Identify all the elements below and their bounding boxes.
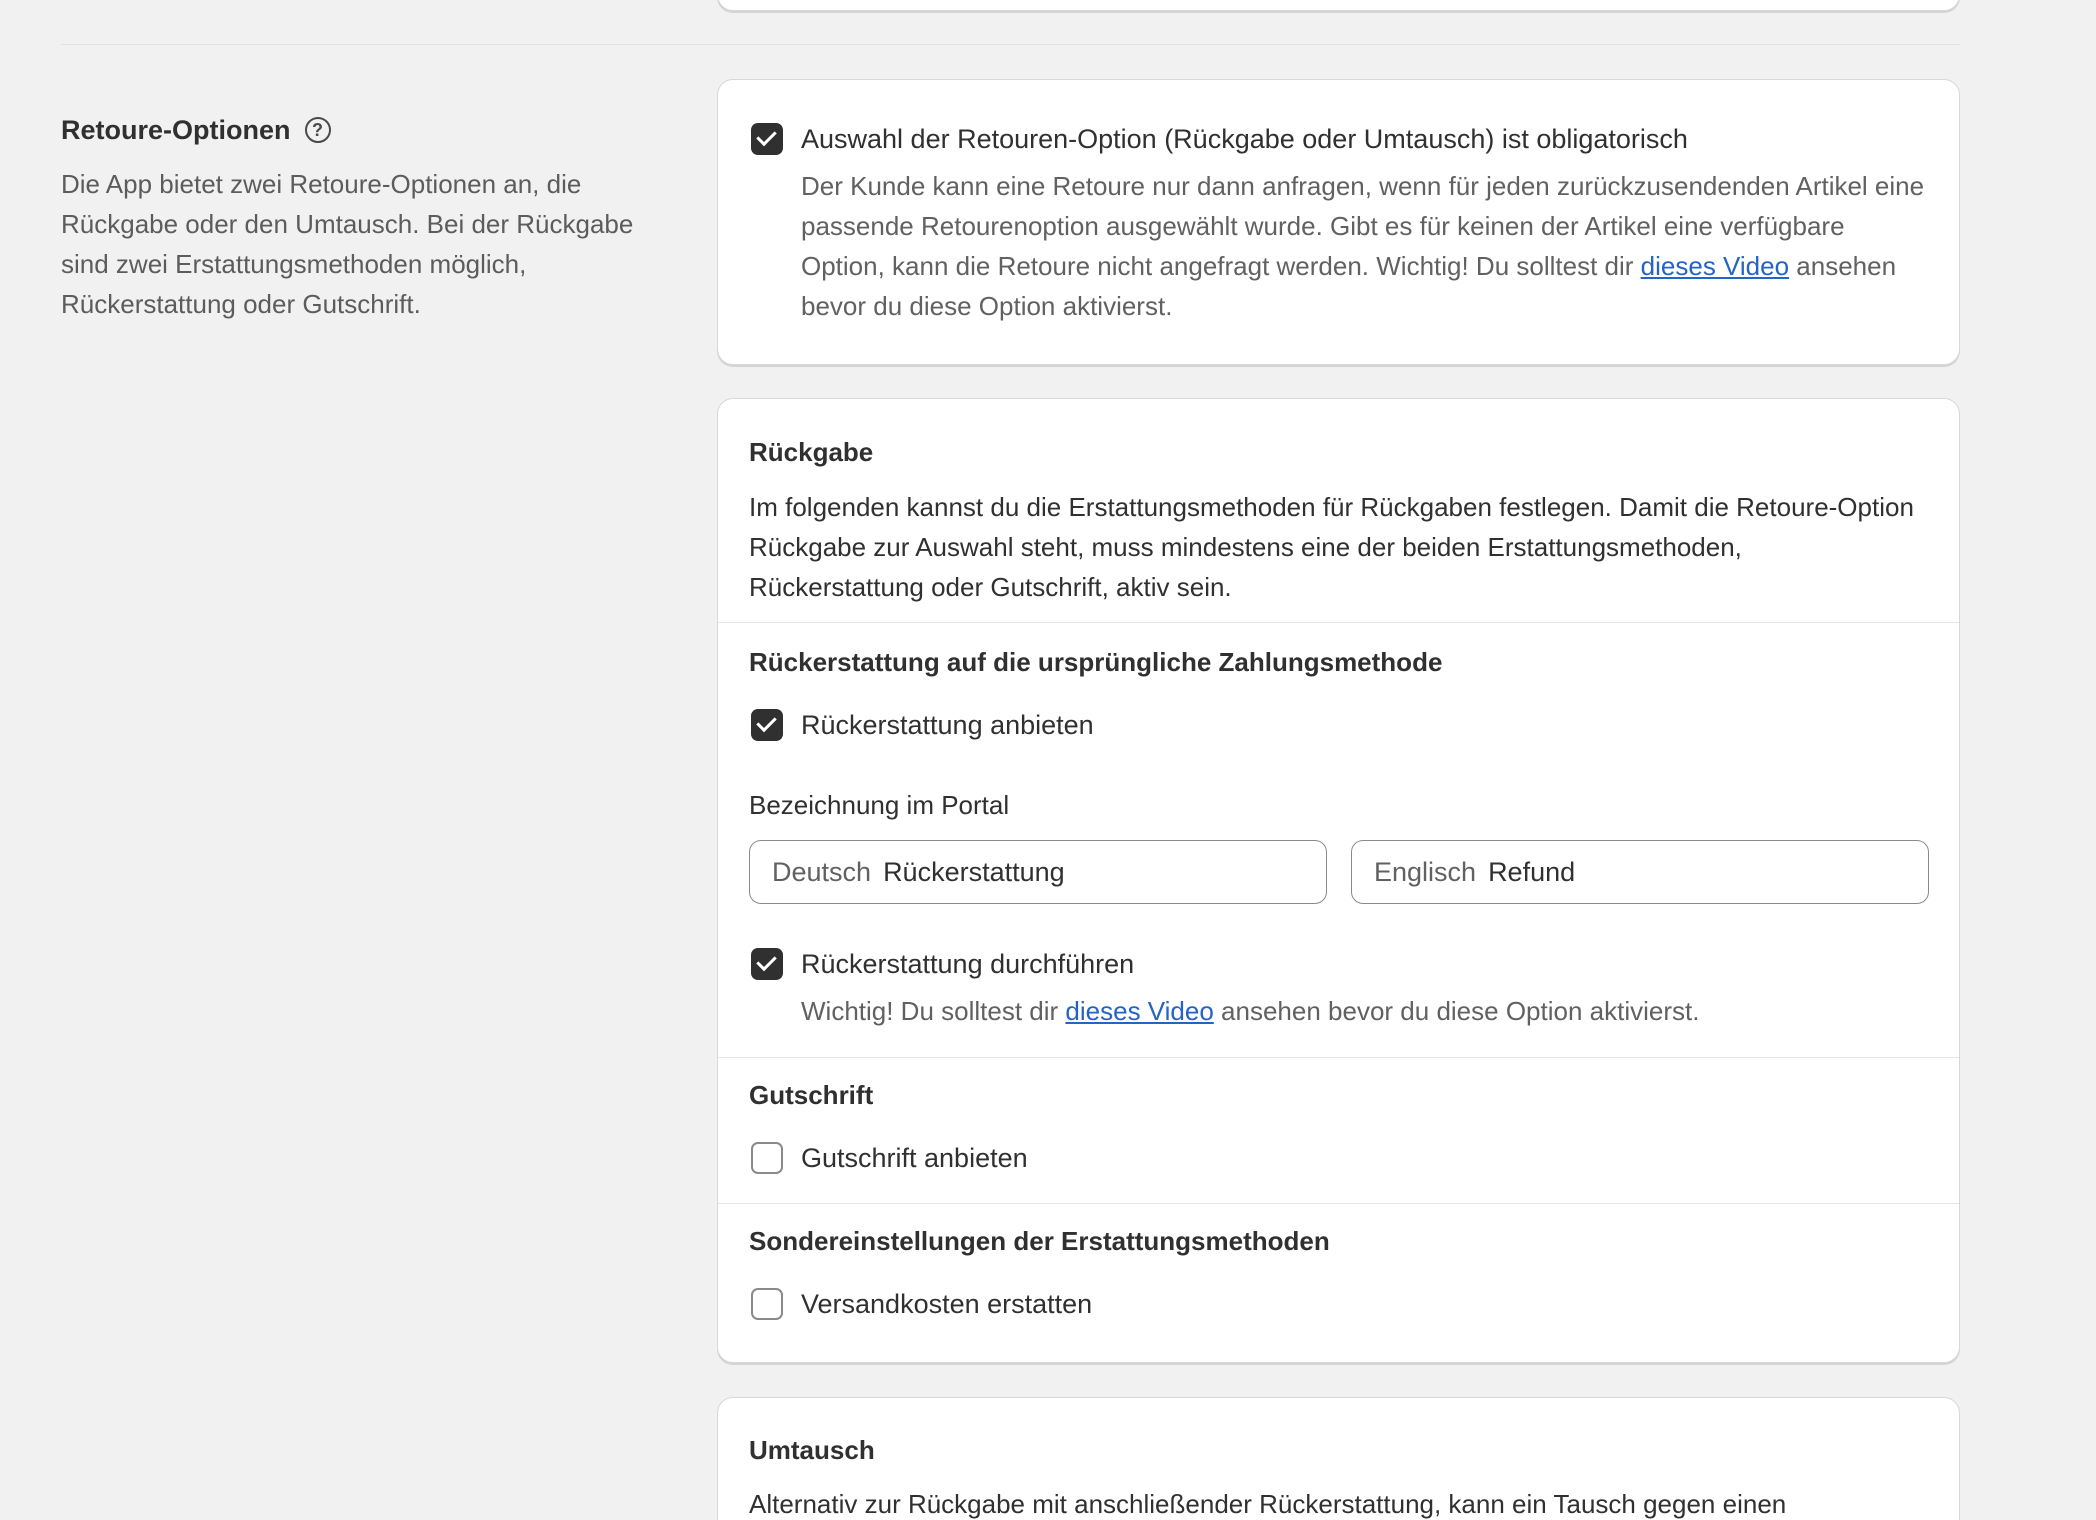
mandatory-option-card	[717, 79, 1960, 365]
exchange-title: Umtausch	[749, 1435, 875, 1465]
german-prefix: Deutsch	[772, 856, 872, 887]
offer-refund-label[interactable]: Rückerstattung anbieten	[801, 710, 1094, 740]
english-value: Refund	[1488, 856, 1576, 887]
previous-card	[717, 0, 1960, 11]
return-card	[717, 398, 1960, 1363]
mandatory-option-help	[801, 166, 1931, 326]
execute-video-link[interactable]: dieses Video	[1065, 996, 1214, 1026]
refund-shipping-checkbox[interactable]	[751, 1288, 783, 1320]
execute-refund-checkbox[interactable]	[751, 948, 783, 980]
offer-credit-label[interactable]: Gutschrift anbieten	[801, 1143, 1028, 1173]
mandatory-help-text-end: ansehen bevor du diese Option aktivierst.	[801, 251, 1897, 321]
portal-name-german-field[interactable]	[749, 840, 1327, 904]
section-divider	[61, 44, 1960, 45]
separator	[718, 1057, 1959, 1058]
mandatory-option-checkbox[interactable]	[751, 123, 783, 155]
section-title: Retoure-Optionen	[61, 115, 291, 145]
refund-section-title: Rückerstattung auf die ursprüngliche Zahlungsmethode	[749, 647, 1443, 677]
execute-help-text: Wichtig! Du solltest dir	[801, 996, 1066, 1026]
exchange-description: Alternativ zur Rückgabe mit anschließender Rückerstattung, kann ein Tausch gegen einen	[749, 1489, 1787, 1519]
german-value: Rückerstattung	[883, 856, 1065, 887]
offer-credit-checkbox[interactable]	[751, 1142, 783, 1174]
portal-name-english-field[interactable]	[1351, 840, 1929, 904]
exchange-card	[717, 1397, 1960, 1520]
english-prefix: Englisch	[1374, 856, 1477, 887]
execute-refund-label[interactable]: Rückerstattung durchführen	[801, 949, 1135, 979]
section-aside	[61, 112, 641, 324]
credit-section-title: Gutschrift	[749, 1080, 874, 1110]
separator	[718, 622, 1959, 623]
video-link[interactable]: dieses Video	[1640, 251, 1790, 281]
special-section-title: Sondereinstellungen der Erstattungsmethoden	[749, 1226, 1330, 1256]
question-circle-icon[interactable]: ?	[305, 117, 331, 143]
section-description: Die App bietet zwei Retoure-Optionen an, die Rückgabe oder den Umtausch. Bei der Rückgabe sind zwei Erstattungsmethoden möglich, Rückerstattung oder Gutschrift.	[61, 169, 634, 319]
refund-shipping-label[interactable]: Versandkosten erstatten	[801, 1289, 1093, 1319]
offer-refund-checkbox[interactable]	[751, 709, 783, 741]
execute-refund-help	[801, 991, 1699, 1031]
execute-help-text-end: ansehen bevor du diese Option aktivierst.	[1213, 996, 1700, 1026]
return-description: Im folgenden kannst du die Erstattungsmethoden für Rückgaben festlegen. Damit die Retoure-Option Rückgabe zur Auswahl steht, muss mindestens eine der beiden Erstattungsmethoden, Rückerstattung oder Gutschrift, aktiv sein.	[749, 492, 1914, 602]
separator	[718, 1203, 1959, 1204]
section-heading	[61, 112, 641, 148]
return-title: Rückgabe	[749, 437, 874, 467]
portal-label: Bezeichnung im Portal	[749, 790, 1010, 820]
mandatory-option-label[interactable]: Auswahl der Retouren-Option (Rückgabe oder Umtausch) ist obligatorisch	[801, 124, 1688, 154]
mandatory-help-text: Der Kunde kann eine Retoure nur dann anfragen, wenn für jeden zurückzusendenden Artikel eine passende Retourenoption ausgewählt wurde. Gibt es für keinen der Artikel eine verfügbare Option, kann die Retoure nicht angefragt werden. Wichtig! Du solltest dir	[801, 171, 1925, 281]
